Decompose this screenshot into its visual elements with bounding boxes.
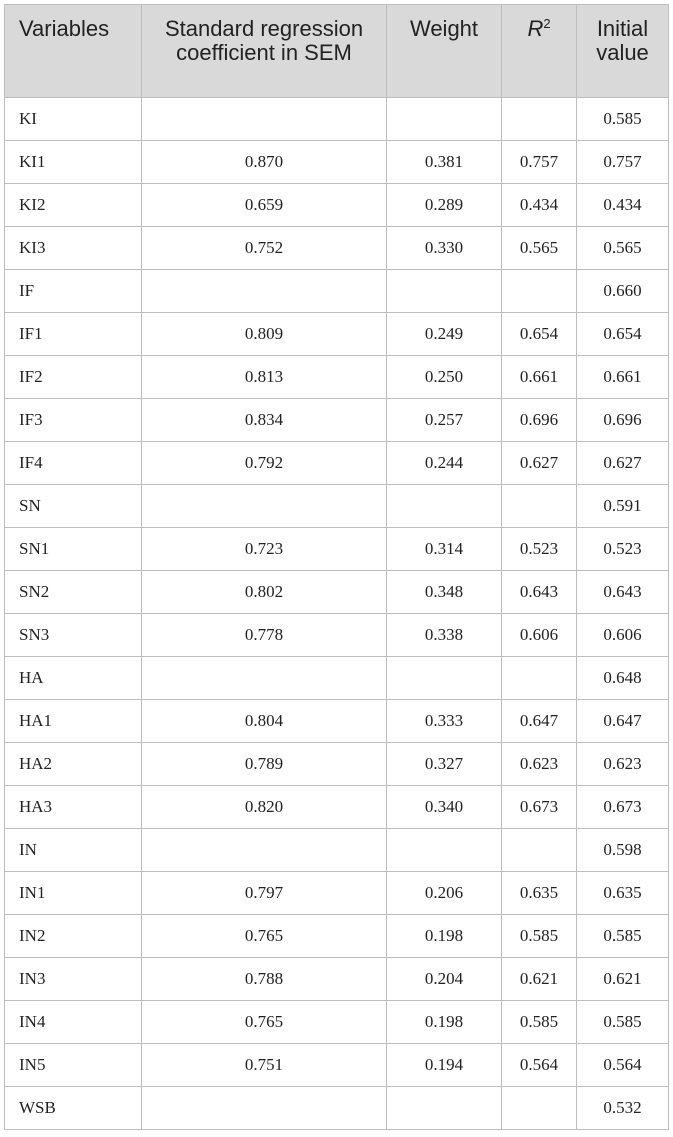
- cell-r2: 0.661: [502, 356, 577, 399]
- cell-variable: IN: [5, 829, 142, 872]
- cell-variable: SN2: [5, 571, 142, 614]
- cell-initial-value: 0.648: [577, 657, 669, 700]
- cell-initial-value: 0.523: [577, 528, 669, 571]
- cell-coefficient: 0.765: [142, 1001, 387, 1044]
- cell-initial-value: 0.606: [577, 614, 669, 657]
- cell-r2: 0.523: [502, 528, 577, 571]
- cell-initial-value: 0.532: [577, 1087, 669, 1130]
- cell-initial-value: 0.757: [577, 141, 669, 184]
- cell-variable: IN3: [5, 958, 142, 1001]
- header-coefficient: Standard regression coefficient in SEM: [142, 5, 387, 98]
- table-row: [5, 614, 669, 657]
- table-row: [5, 700, 669, 743]
- cell-variable: HA3: [5, 786, 142, 829]
- cell-coefficient: 0.765: [142, 915, 387, 958]
- cell-coefficient: 0.834: [142, 399, 387, 442]
- cell-initial-value: 0.598: [577, 829, 669, 872]
- table-row: [5, 915, 669, 958]
- cell-r2: 0.585: [502, 1001, 577, 1044]
- cell-coefficient: 0.789: [142, 743, 387, 786]
- cell-coefficient: 0.804: [142, 700, 387, 743]
- cell-initial-value: 0.591: [577, 485, 669, 528]
- cell-r2: 0.434: [502, 184, 577, 227]
- cell-coefficient: [142, 829, 387, 872]
- cell-weight: 0.330: [387, 227, 502, 270]
- cell-variable: IN5: [5, 1044, 142, 1087]
- table-body: [5, 98, 669, 1130]
- cell-weight: 0.250: [387, 356, 502, 399]
- cell-initial-value: 0.647: [577, 700, 669, 743]
- cell-coefficient: 0.792: [142, 442, 387, 485]
- cell-r2: [502, 485, 577, 528]
- header-initial-value: Initial value: [577, 5, 669, 98]
- cell-coefficient: [142, 98, 387, 141]
- cell-weight: 0.249: [387, 313, 502, 356]
- table-row: [5, 184, 669, 227]
- cell-initial-value: 0.635: [577, 872, 669, 915]
- cell-r2: 0.585: [502, 915, 577, 958]
- cell-coefficient: 0.797: [142, 872, 387, 915]
- table-row: [5, 743, 669, 786]
- cell-r2: 0.673: [502, 786, 577, 829]
- cell-weight: [387, 485, 502, 528]
- cell-variable: KI: [5, 98, 142, 141]
- cell-coefficient: 0.751: [142, 1044, 387, 1087]
- cell-coefficient: 0.870: [142, 141, 387, 184]
- cell-r2: 0.627: [502, 442, 577, 485]
- table-row: [5, 442, 669, 485]
- table-row: [5, 958, 669, 1001]
- cell-initial-value: 0.654: [577, 313, 669, 356]
- cell-variable: IN2: [5, 915, 142, 958]
- cell-initial-value: 0.565: [577, 227, 669, 270]
- cell-variable: IF2: [5, 356, 142, 399]
- cell-weight: 0.198: [387, 915, 502, 958]
- cell-variable: SN1: [5, 528, 142, 571]
- cell-initial-value: 0.643: [577, 571, 669, 614]
- table-row: [5, 829, 669, 872]
- cell-variable: SN: [5, 485, 142, 528]
- cell-r2: 0.621: [502, 958, 577, 1001]
- cell-initial-value: 0.673: [577, 786, 669, 829]
- cell-coefficient: 0.802: [142, 571, 387, 614]
- cell-variable: IF1: [5, 313, 142, 356]
- table-row: [5, 1087, 669, 1130]
- cell-variable: WSB: [5, 1087, 142, 1130]
- cell-weight: 0.338: [387, 614, 502, 657]
- cell-r2: 0.623: [502, 743, 577, 786]
- cell-r2: 0.635: [502, 872, 577, 915]
- cell-coefficient: 0.820: [142, 786, 387, 829]
- data-table: [4, 4, 669, 1130]
- header-r2-base: R: [527, 16, 544, 41]
- cell-variable: SN3: [5, 614, 142, 657]
- cell-coefficient: 0.813: [142, 356, 387, 399]
- cell-coefficient: [142, 485, 387, 528]
- cell-coefficient: [142, 1087, 387, 1130]
- cell-weight: 0.327: [387, 743, 502, 786]
- cell-weight: 0.198: [387, 1001, 502, 1044]
- table-row: [5, 1001, 669, 1044]
- cell-coefficient: 0.809: [142, 313, 387, 356]
- cell-weight: 0.381: [387, 141, 502, 184]
- cell-weight: 0.348: [387, 571, 502, 614]
- header-variables: Variables: [5, 5, 142, 98]
- cell-r2: [502, 1087, 577, 1130]
- cell-r2: 0.654: [502, 313, 577, 356]
- header-weight: Weight: [387, 5, 502, 98]
- cell-coefficient: 0.659: [142, 184, 387, 227]
- cell-weight: 0.333: [387, 700, 502, 743]
- cell-r2: [502, 98, 577, 141]
- cell-initial-value: 0.585: [577, 1001, 669, 1044]
- cell-r2: 0.565: [502, 227, 577, 270]
- cell-coefficient: [142, 270, 387, 313]
- cell-initial-value: 0.585: [577, 915, 669, 958]
- cell-initial-value: 0.627: [577, 442, 669, 485]
- cell-r2: 0.564: [502, 1044, 577, 1087]
- table-row: [5, 1044, 669, 1087]
- cell-weight: [387, 1087, 502, 1130]
- cell-initial-value: 0.434: [577, 184, 669, 227]
- cell-r2: 0.757: [502, 141, 577, 184]
- cell-weight: [387, 829, 502, 872]
- cell-r2: [502, 270, 577, 313]
- cell-initial-value: 0.696: [577, 399, 669, 442]
- cell-r2: 0.606: [502, 614, 577, 657]
- cell-r2: 0.643: [502, 571, 577, 614]
- table-row: [5, 270, 669, 313]
- table-row: [5, 872, 669, 915]
- cell-weight: [387, 98, 502, 141]
- table-row: [5, 786, 669, 829]
- cell-coefficient: 0.788: [142, 958, 387, 1001]
- table-row: [5, 571, 669, 614]
- header-r2-exponent: 2: [543, 16, 551, 31]
- table-row: [5, 141, 669, 184]
- cell-initial-value: 0.661: [577, 356, 669, 399]
- table-row: [5, 399, 669, 442]
- cell-r2: [502, 657, 577, 700]
- table-row: [5, 313, 669, 356]
- cell-weight: 0.194: [387, 1044, 502, 1087]
- cell-weight: [387, 270, 502, 313]
- cell-r2: [502, 829, 577, 872]
- cell-coefficient: 0.723: [142, 528, 387, 571]
- cell-initial-value: 0.585: [577, 98, 669, 141]
- cell-variable: IN4: [5, 1001, 142, 1044]
- table-row: [5, 227, 669, 270]
- cell-weight: [387, 657, 502, 700]
- cell-initial-value: 0.660: [577, 270, 669, 313]
- cell-variable: HA: [5, 657, 142, 700]
- cell-r2: 0.696: [502, 399, 577, 442]
- table-row: [5, 356, 669, 399]
- cell-r2: 0.647: [502, 700, 577, 743]
- cell-initial-value: 0.623: [577, 743, 669, 786]
- cell-coefficient: [142, 657, 387, 700]
- cell-weight: 0.204: [387, 958, 502, 1001]
- cell-variable: KI3: [5, 227, 142, 270]
- cell-initial-value: 0.564: [577, 1044, 669, 1087]
- table-row: [5, 657, 669, 700]
- cell-weight: 0.314: [387, 528, 502, 571]
- cell-weight: 0.289: [387, 184, 502, 227]
- cell-variable: IN1: [5, 872, 142, 915]
- table-row: [5, 98, 669, 141]
- table-header-row: [5, 5, 669, 98]
- cell-coefficient: 0.752: [142, 227, 387, 270]
- cell-variable: KI2: [5, 184, 142, 227]
- cell-coefficient: 0.778: [142, 614, 387, 657]
- cell-variable: IF: [5, 270, 142, 313]
- cell-variable: KI1: [5, 141, 142, 184]
- cell-initial-value: 0.621: [577, 958, 669, 1001]
- table-row: [5, 485, 669, 528]
- cell-weight: 0.206: [387, 872, 502, 915]
- table-row: [5, 528, 669, 571]
- cell-weight: 0.244: [387, 442, 502, 485]
- cell-weight: 0.257: [387, 399, 502, 442]
- header-r2: [502, 5, 577, 98]
- cell-variable: IF3: [5, 399, 142, 442]
- cell-variable: IF4: [5, 442, 142, 485]
- cell-variable: HA1: [5, 700, 142, 743]
- cell-weight: 0.340: [387, 786, 502, 829]
- cell-variable: HA2: [5, 743, 142, 786]
